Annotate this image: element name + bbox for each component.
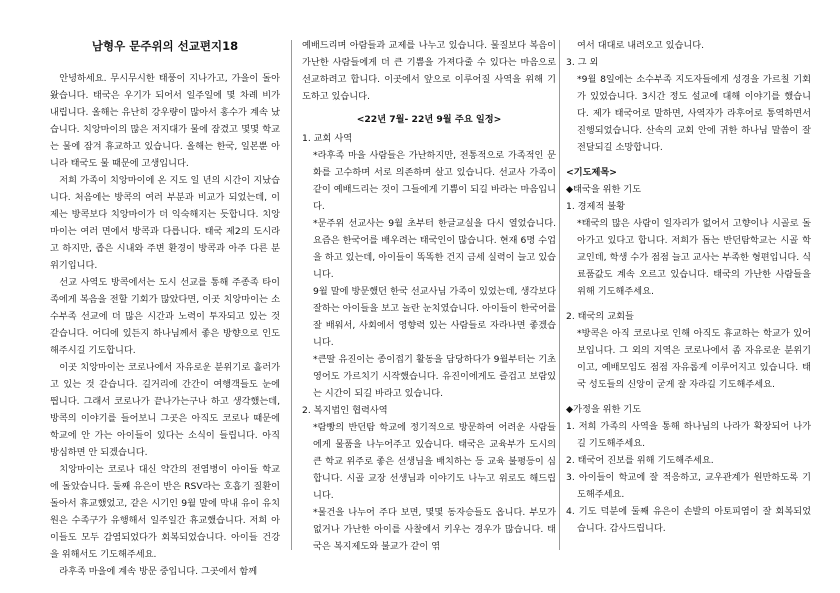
list-item: 2. 태국어 진보를 위해 기도해주세요. [566, 455, 714, 466]
paragraph: 여서 대대로 내려오고 있습니다. [577, 40, 705, 51]
paragraph: 저희 가족이 치앙마이에 온 지도 일 년의 시간이 지났습니다. 처음에는 방콕의 여러 부분과 비교가 되었는데, 이제는 방콕보다 치앙마이가 더 익숙해지는 듯합니다. 치앙마이는 여러 면에서 방콕과 다릅니다. 태국 제2의 도시라고 하지만, 좁은 시내와 주변 환경이 방콕과 아주 다른 분위기입니다. [50, 175, 280, 271]
section-heading: 3. 그 외 [566, 57, 599, 68]
list-item: *큰딸 유진이는 종이접기 활동을 담당하다가 9월부터는 기초영어도 가르치기 시작했습니다. 유진이에게도 즐겁고 보람있는 시간이 되길 바라고 있습니다. [313, 354, 556, 399]
column-3 [566, 37, 811, 537]
paragraph: 이곳 치앙마이는 코로나에서 자유로운 분위기로 흘러가고 있는 것 같습니다. 길거리에 간간이 여행객들도 눈에 띕니다. 그래서 코로나가 끝나가는구나 하고 생각했는데, 방콕의 이야기를 들어보니 그곳은 아직도 코로나 때문에 학교에 안 가는 아이들이 있다는 소식이 들립니다. 아직 방심하면 안 되겠습니다. [50, 362, 280, 458]
list-item: *라후족 마을 사람들은 가난하지만, 전통적으로 가족적인 문화를 고수하며 서로 의존하며 살고 있습니다. 선교사 가족이 같이 예배드리는 것이 그들에게 기쁨이 되길 바라는 마음입니다. [313, 150, 556, 212]
paragraph: 치앙마이는 코로나 대신 약간의 전염병이 아이들 학교에 돌았습니다. 둘째 유은이 반은 RSV라는 호흡기 질환이 돌아서 휴교했었고, 같은 시기인 9월 말에 막내 유이 유치원은 수족구가 유행해서 일주일간 휴교했습니다. 저희 아이들도 모두 감염되었다가 회복되었습니다. 아이들 건강을 위해서도 기도해주세요. [50, 464, 280, 560]
list-item: 4. 기도 덕분에 둘째 유은이 손발의 아토피염이 잘 회복되었습니다. 감사드립니다. [566, 506, 811, 534]
column-divider-1 [291, 40, 292, 550]
schedule-title: <22년 7월- 22년 9월 주요 일정> [356, 114, 502, 125]
prayer-heading: ◆태국을 위한 기도 [566, 184, 642, 195]
paragraph: 라후족 마을에 계속 방문 중입니다. 그곳에서 함께 [59, 566, 258, 577]
column-1 [50, 70, 280, 580]
letter-title: 남형우 문주위의 선교편지18 [91, 39, 239, 53]
section-heading: 2. 복지법인 협력사역 [302, 405, 388, 416]
paragraph: 예배드리며 아람들과 교제를 나누고 있습니다. 물질보다 복음이 가난한 사람들에게 더 큰 기쁨을 가져다줄 수 있다는 마음으로 선교하려고 합니다. 이곳에서 앞으로 이루어질 사역을 위해 기도하고 있습니다. [302, 40, 556, 102]
prayer-subheading: 2. 태국의 교회들 [566, 311, 634, 322]
list-item: *태국의 많은 사람이 일자리가 없어서 고향이나 시골로 돌아가고 있다고 합니다. 저희가 돕는 반던탐학교는 시골 학교인데, 학생 수가 점점 늘고 교사는 부족한 형편입니다. 식료품값도 계속 오르고 있습니다. 태국의 가난한 사람들을 위해 기도해주세요. [577, 218, 811, 297]
paragraph: 선교 사역도 방콕에서는 도시 선교를 통해 주종족 타이족에게 복음을 전할 기회가 많았다면, 이곳 치앙마이는 소수부족 선교에 더 많은 시간과 노력이 투자되고 있는 것 같습니다. 어디에 있든지 하나님께서 좋은 방향으로 인도해주시길 기도합니다. [50, 277, 280, 356]
list-item: *람빵의 반던탐 학교에 정기적으로 방문하여 어려운 사람들에게 물품을 나누어주고 있습니다. 태국은 교육부가 도시의 큰 학교 위주로 좋은 선생님을 배치하는 등 교육 불평등이 심합니다. 시골 교장 선생님과 이야기도 나누고 위로도 해드립니다. [313, 422, 556, 501]
list-item: 1. 저희 가족의 사역을 통해 하나님의 나라가 확장되어 나가길 기도해주세요. [566, 421, 811, 449]
prayer-heading: ◆가정을 위한 기도 [566, 404, 642, 415]
column-divider-2 [559, 40, 560, 550]
list-item: *9월 8일에는 소수부족 지도자들에게 성경을 가르칠 기회가 있었습니다. 3시간 정도 설교에 대해 이야기를 했습니다. 제가 태국어로 말하면, 사역자가 라후어로 통역하면서 진행되었습니다. 산속의 교회 안에 귀한 하나님 말씀이 잘 전달되길 소망합니다. [577, 74, 811, 153]
list-item: *방콕은 아직 코로나로 인해 아직도 휴교하는 학교가 있어 보입니다. 그 외의 지역은 코로나에서 좀 자유로운 분위기이고, 예배모임도 점점 자유롭게 이루어지고 있습니다. 태국 성도들의 신앙이 굳게 잘 자라길 기도해주세요. [577, 328, 811, 390]
paragraph: 안녕하세요. 무시무시한 태풍이 지나가고, 가을이 돌아왔습니다. 태국은 우기가 되어서 일주일에 몇 차례 비가 내립니다. 올해는 유난히 강우량이 많아서 홍수가 계속 났습니다. 치앙마이의 많은 저지대가 물에 잠겼고 몇몇 학교는 물에 잠겨 휴교하고 있습니다. 올해는 한국, 일본뿐 아니라 태국도 물 때문에 고생입니다. [50, 73, 280, 169]
column-2 [302, 37, 556, 555]
list-item: *물건을 나누어 주다 보면, 몇몇 동자승들도 옵니다. 부모가 없거나 가난한 아이를 사찰에서 키우는 경우가 많습니다. 태국은 복지제도와 불교가 같이 엮 [313, 507, 556, 552]
list-item: 9월 말에 방문했던 한국 선교사님 가족이 있었는데, 생각보다 잘하는 아이들을 보고 놀란 눈치였습니다. 아이들이 한국어를 잘 배워서, 사회에서 영향력 있는 사람들로 자라나면 좋겠습니다. [313, 286, 556, 348]
prayer-subheading: 1. 경제적 불황 [566, 201, 625, 212]
list-item: *문주위 선교사는 9월 초부터 한글교실을 다시 열었습니다. 요즘은 한국어를 배우려는 태국인이 많습니다. 현재 6명 수업을 하고 있는데, 아이들이 똑똑한 건지 금세 실력이 늘고 있습니다. [313, 218, 556, 280]
section-heading: 1. 교회 사역 [302, 133, 353, 144]
prayer-title: <기도제목> [566, 167, 617, 178]
list-item: 3. 아이들이 학교에 잘 적응하고, 교우관계가 원만하도록 기도해주세요. [566, 472, 811, 500]
